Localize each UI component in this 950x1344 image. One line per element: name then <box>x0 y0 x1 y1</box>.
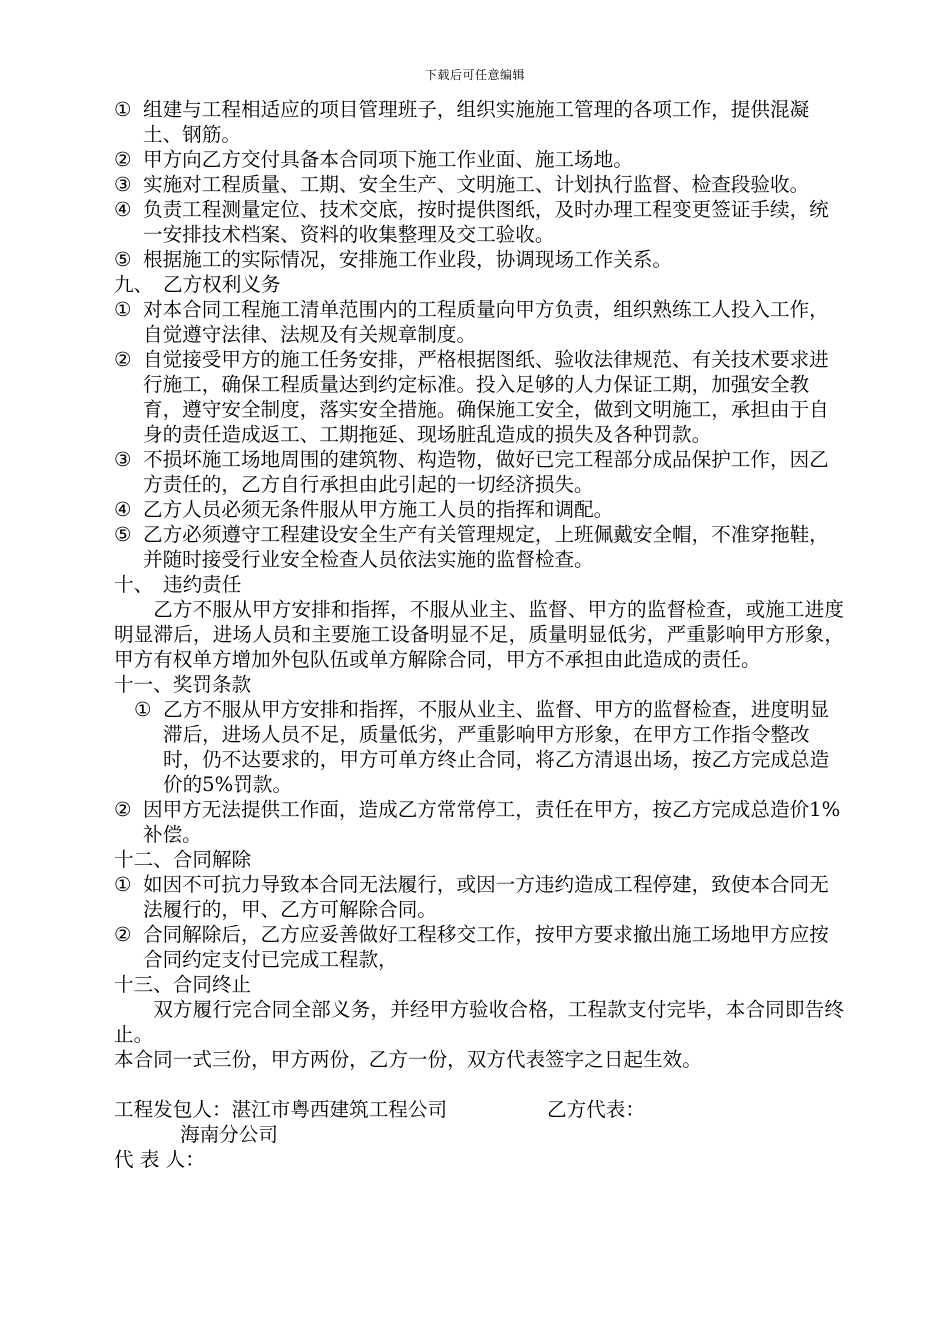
list-item <box>114 147 844 172</box>
list-item <box>134 697 844 797</box>
item-number: ① <box>114 873 132 896</box>
item-number: ② <box>114 923 132 946</box>
list-item <box>114 922 844 972</box>
item-number: ① <box>114 98 132 121</box>
list-item <box>114 797 844 847</box>
item-text: 乙方不服从甲方安排和指挥，不服从业主、监督、甲方的监督检查，进度明显滞后，进场人员不足，质量低劣，严重影响甲方形象，在甲方工作指令整改时，仍不达要求的，甲方可单方终止合同，将乙方清退出场，按乙方完成总造价的5%罚款。 <box>163 698 830 796</box>
section-heading: 十三、合同终止 <box>114 973 252 996</box>
list-item <box>114 522 844 572</box>
paragraph: 乙方不服从甲方安排和指挥，不服从业主、监督、甲方的监督检查，或施工进度明显滞后，进场人员和主要施工设备明显不足，质量明显低劣，严重影响甲方形象，甲方有权单方增加外包队伍或单方解除合同，甲方不承担由此造成的责任。 <box>114 598 844 671</box>
item-text: 乙方人员必须无条件服从甲方施工人员的指挥和调配。 <box>143 498 614 521</box>
item-number: ⑤ <box>114 523 132 546</box>
party-b-signature-label: 乙方代表： <box>547 1098 645 1121</box>
item-number: ① <box>134 698 152 721</box>
list-item <box>114 872 844 922</box>
list-item <box>114 497 844 522</box>
section-heading: 十一、奖罚条款 <box>114 673 252 696</box>
list-item <box>114 247 844 272</box>
item-text: 自觉接受甲方的施工任务安排，严格根据图纸、验收法律规范、有关技术要求进行施工，确保工程质量达到约定标准。投入足够的人力保证工期，加强安全教育，遵守安全制度，落实安全措施。确保施工安全，做到文明施工，承担由于自身的责任造成返工、工期拖延、现场脏乱造成的损失及各种罚款。 <box>143 348 829 446</box>
contract-body <box>114 97 844 1172</box>
item-text: 甲方向乙方交付具备本合同项下施工作业面、施工场地。 <box>143 148 633 171</box>
section-heading: 十、 违约责任 <box>114 573 242 596</box>
employer-signature-label: 工程发包人：湛江市粤西建筑工程公司 <box>114 1098 448 1121</box>
signature-row <box>114 1097 844 1122</box>
spacer <box>114 1072 844 1097</box>
item-text: 负责工程测量定位、技术交底，按时提供图纸，及时办理工程变更签证手续，统一安排技术档案、资料的收集整理及交工验收。 <box>143 198 829 246</box>
item-text: 不损坏施工场地周围的建筑物、构造物，做好已完工程部分成品保护工作，因乙方责任的，乙方自行承担由此引起的一切经济损失。 <box>143 448 829 496</box>
item-text: 组建与工程相适应的项目管理班子，组织实施施工管理的各项工作，提供混凝土、钢筋。 <box>143 98 810 146</box>
representative-label: 代 表 人： <box>114 1148 205 1171</box>
item-text: 根据施工的实际情况，安排施工作业段，协调现场工作关系。 <box>143 248 673 271</box>
list-item <box>114 197 844 247</box>
list-item <box>114 447 844 497</box>
item-text: 乙方必须遵守工程建设安全生产有关管理规定，上班佩戴安全帽，不准穿拖鞋，并随时接受行业安全检查人员依法实施的监督检查。 <box>143 523 829 571</box>
item-number: ③ <box>114 448 132 471</box>
item-number: ② <box>114 148 132 171</box>
item-text: 如因不可抗力导致本合同无法履行，或因一方违约造成工程停建，致使本合同无法履行的，甲、乙方可解除合同。 <box>143 873 829 921</box>
list-item <box>114 172 844 197</box>
item-number: ⑤ <box>114 248 132 271</box>
list-item <box>114 347 844 447</box>
item-number: ② <box>114 798 132 821</box>
item-text: 对本合同工程施工清单范围内的工程质量向甲方负责，组织熟练工人投入工作，自觉遵守法律、法规及有关规章制度。 <box>143 298 829 346</box>
page-header: 下载后可任意编辑 <box>424 68 525 82</box>
item-number: ① <box>114 298 132 321</box>
item-text: 实施对工程质量、工期、安全生产、文明施工、计划执行监督、检查段验收。 <box>143 173 810 196</box>
paragraph: 双方履行完合同全部义务，并经甲方验收合格，工程款支付完毕，本合同即告终止。 <box>114 998 844 1046</box>
section-heading: 十二、合同解除 <box>114 848 252 871</box>
item-number: ② <box>114 348 132 371</box>
section-heading: 九、 乙方权利义务 <box>114 273 281 296</box>
item-number: ③ <box>114 173 132 196</box>
item-number: ④ <box>114 498 132 521</box>
item-number: ④ <box>114 198 132 221</box>
list-item <box>114 97 844 147</box>
item-text: 合同解除后，乙方应妥善做好工程移交工作，按甲方要求撤出施工场地甲方应按合同约定支付已完成工程款， <box>143 923 829 971</box>
item-text: 因甲方无法提供工作面，造成乙方常常停工，责任在甲方，按乙方完成总造价1%补偿。 <box>143 798 841 846</box>
closing-statement: 本合同一式三份，甲方两份，乙方一份，双方代表签字之日起生效。 <box>114 1048 702 1071</box>
list-item <box>114 297 844 347</box>
branch-name: 海南分公司 <box>180 1123 278 1146</box>
